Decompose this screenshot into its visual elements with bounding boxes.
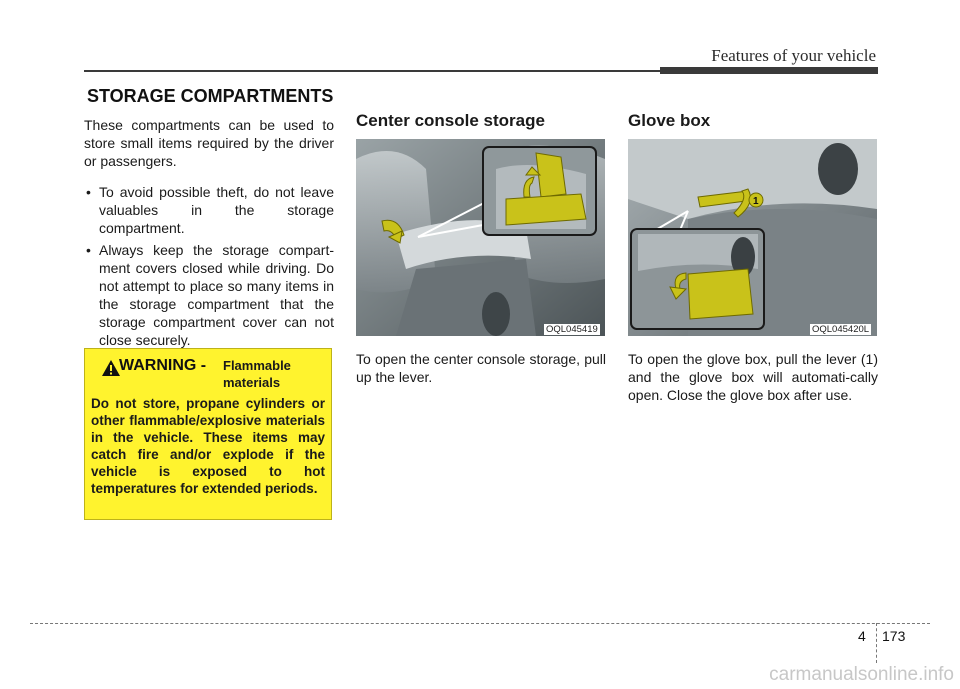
callout-number: 1 bbox=[753, 196, 759, 207]
warning-triangle-icon bbox=[101, 359, 121, 377]
chapter-title: Features of your vehicle bbox=[711, 46, 876, 65]
warning-title: WARNING - bbox=[119, 357, 207, 374]
header-tab bbox=[660, 67, 878, 74]
warning-text: Do not store, propane cylinders or other flammable/explosive materials in the vehicle. These items may catch fire and/or explode if the vehicle is exposed to hot temperatures for extended periods. bbox=[91, 396, 325, 496]
glove-heading: Glove box bbox=[628, 111, 711, 130]
console-figure-code: OQL045419 bbox=[546, 324, 598, 335]
intro-paragraph: These compartments can be used to store small items required by the driver or passengers. bbox=[84, 117, 334, 169]
page-divider bbox=[876, 623, 877, 663]
console-figure bbox=[356, 139, 605, 336]
console-text: To open the center console storage, pull up the lever. bbox=[356, 351, 606, 385]
list-item: • Always keep the storage compart-ment covers closed while driving. Do not attempt to place so many items in the storage compartment that the storage compartment cover can not close securely. bbox=[86, 242, 334, 348]
console-heading: Center console storage bbox=[356, 111, 545, 130]
list-item: • To avoid possible theft, do not leave valuables in the storage compartment. bbox=[86, 184, 334, 236]
glove-figure-code: OQL045420L bbox=[812, 324, 870, 335]
section-title: STORAGE COMPARTMENTS bbox=[87, 86, 334, 106]
bullet-text: Always keep the storage compart-ment covers closed while driving. Do not attempt to place so many items in the storage compartment that the storage compartment cover can not close securely. bbox=[99, 242, 334, 348]
page-number: 173 bbox=[882, 628, 906, 644]
bullet-list bbox=[84, 183, 334, 353]
footer-rule bbox=[30, 623, 930, 624]
bullet-text: To avoid possible theft, do not leave valuables in the storage compartment. bbox=[99, 184, 334, 236]
warning-box bbox=[84, 348, 332, 520]
warning-subtitle: Flammable bbox=[223, 358, 291, 373]
glove-figure bbox=[628, 139, 877, 336]
watermark: carmanualsonline.info bbox=[769, 664, 954, 685]
chapter-number: 4 bbox=[858, 628, 866, 644]
glove-text: To open the glove box, pull the lever (1) and the glove box will automati-cally open. Close the glove box after use. bbox=[628, 351, 878, 403]
warning-subtitle-2: materials bbox=[223, 375, 281, 390]
